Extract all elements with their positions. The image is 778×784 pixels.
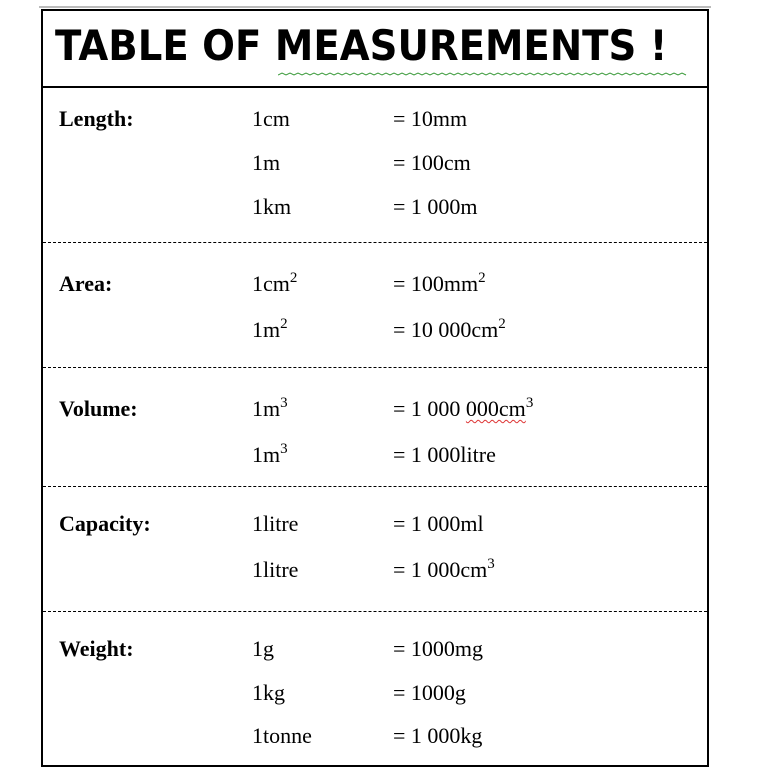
unit-rhs: = 10 $000cm^2$ — [393, 316, 506, 342]
unit-lhs: $1m^3$ — [252, 441, 288, 467]
unit-lhs: 1g — [252, 636, 274, 661]
section-weight — [43, 612, 707, 762]
unit-rhs: = 1000mg — [393, 636, 484, 661]
unit-rhs: = 10mm — [393, 106, 468, 131]
spellcheck-word: 000cm — [465, 396, 526, 421]
unit-lhs: 1litre — [252, 557, 299, 582]
unit-rhs: = 1 000 $000cm^3$ — [393, 395, 534, 421]
unit-lhs: $1m^2$ — [252, 316, 288, 342]
title-box — [43, 11, 707, 88]
unit-rhs: = 100cm — [393, 150, 471, 175]
unit-lhs: 1cm — [252, 106, 290, 131]
unit-rhs: = 1 $000cm^3$ — [393, 556, 495, 582]
section-capacity — [43, 487, 707, 611]
category-label: Length: — [59, 106, 134, 131]
unit-rhs: = 1 000litre — [393, 442, 496, 467]
page-title: TABLE OF MEASUREMENTS ! — [55, 21, 668, 70]
category-label: Weight: — [59, 636, 134, 661]
unit-lhs: 1litre — [252, 511, 299, 536]
section-volume — [43, 368, 707, 486]
unit-lhs: 1km — [252, 194, 292, 219]
measurements-table — [41, 9, 709, 767]
unit-rhs: = 1000g — [393, 680, 466, 705]
unit-lhs: $1m^3$ — [252, 395, 288, 421]
unit-rhs: = 1 000m — [393, 194, 478, 219]
unit-rhs: = 1 000ml — [393, 511, 484, 536]
unit-lhs: 1kg — [252, 680, 285, 705]
section-area — [43, 243, 707, 367]
grammar-underline — [278, 72, 688, 78]
unit-rhs: = $100mm^2$ — [393, 270, 486, 296]
category-label: Capacity: — [59, 511, 151, 536]
category-label: Area: — [59, 271, 113, 296]
unit-lhs: 1tonne — [252, 723, 312, 748]
category-label: Volume: — [59, 396, 138, 421]
section-length — [43, 88, 707, 242]
unit-lhs: 1m — [252, 150, 281, 175]
unit-lhs: $1cm^2$ — [252, 270, 298, 296]
unit-rhs: = 1 000kg — [393, 723, 483, 748]
